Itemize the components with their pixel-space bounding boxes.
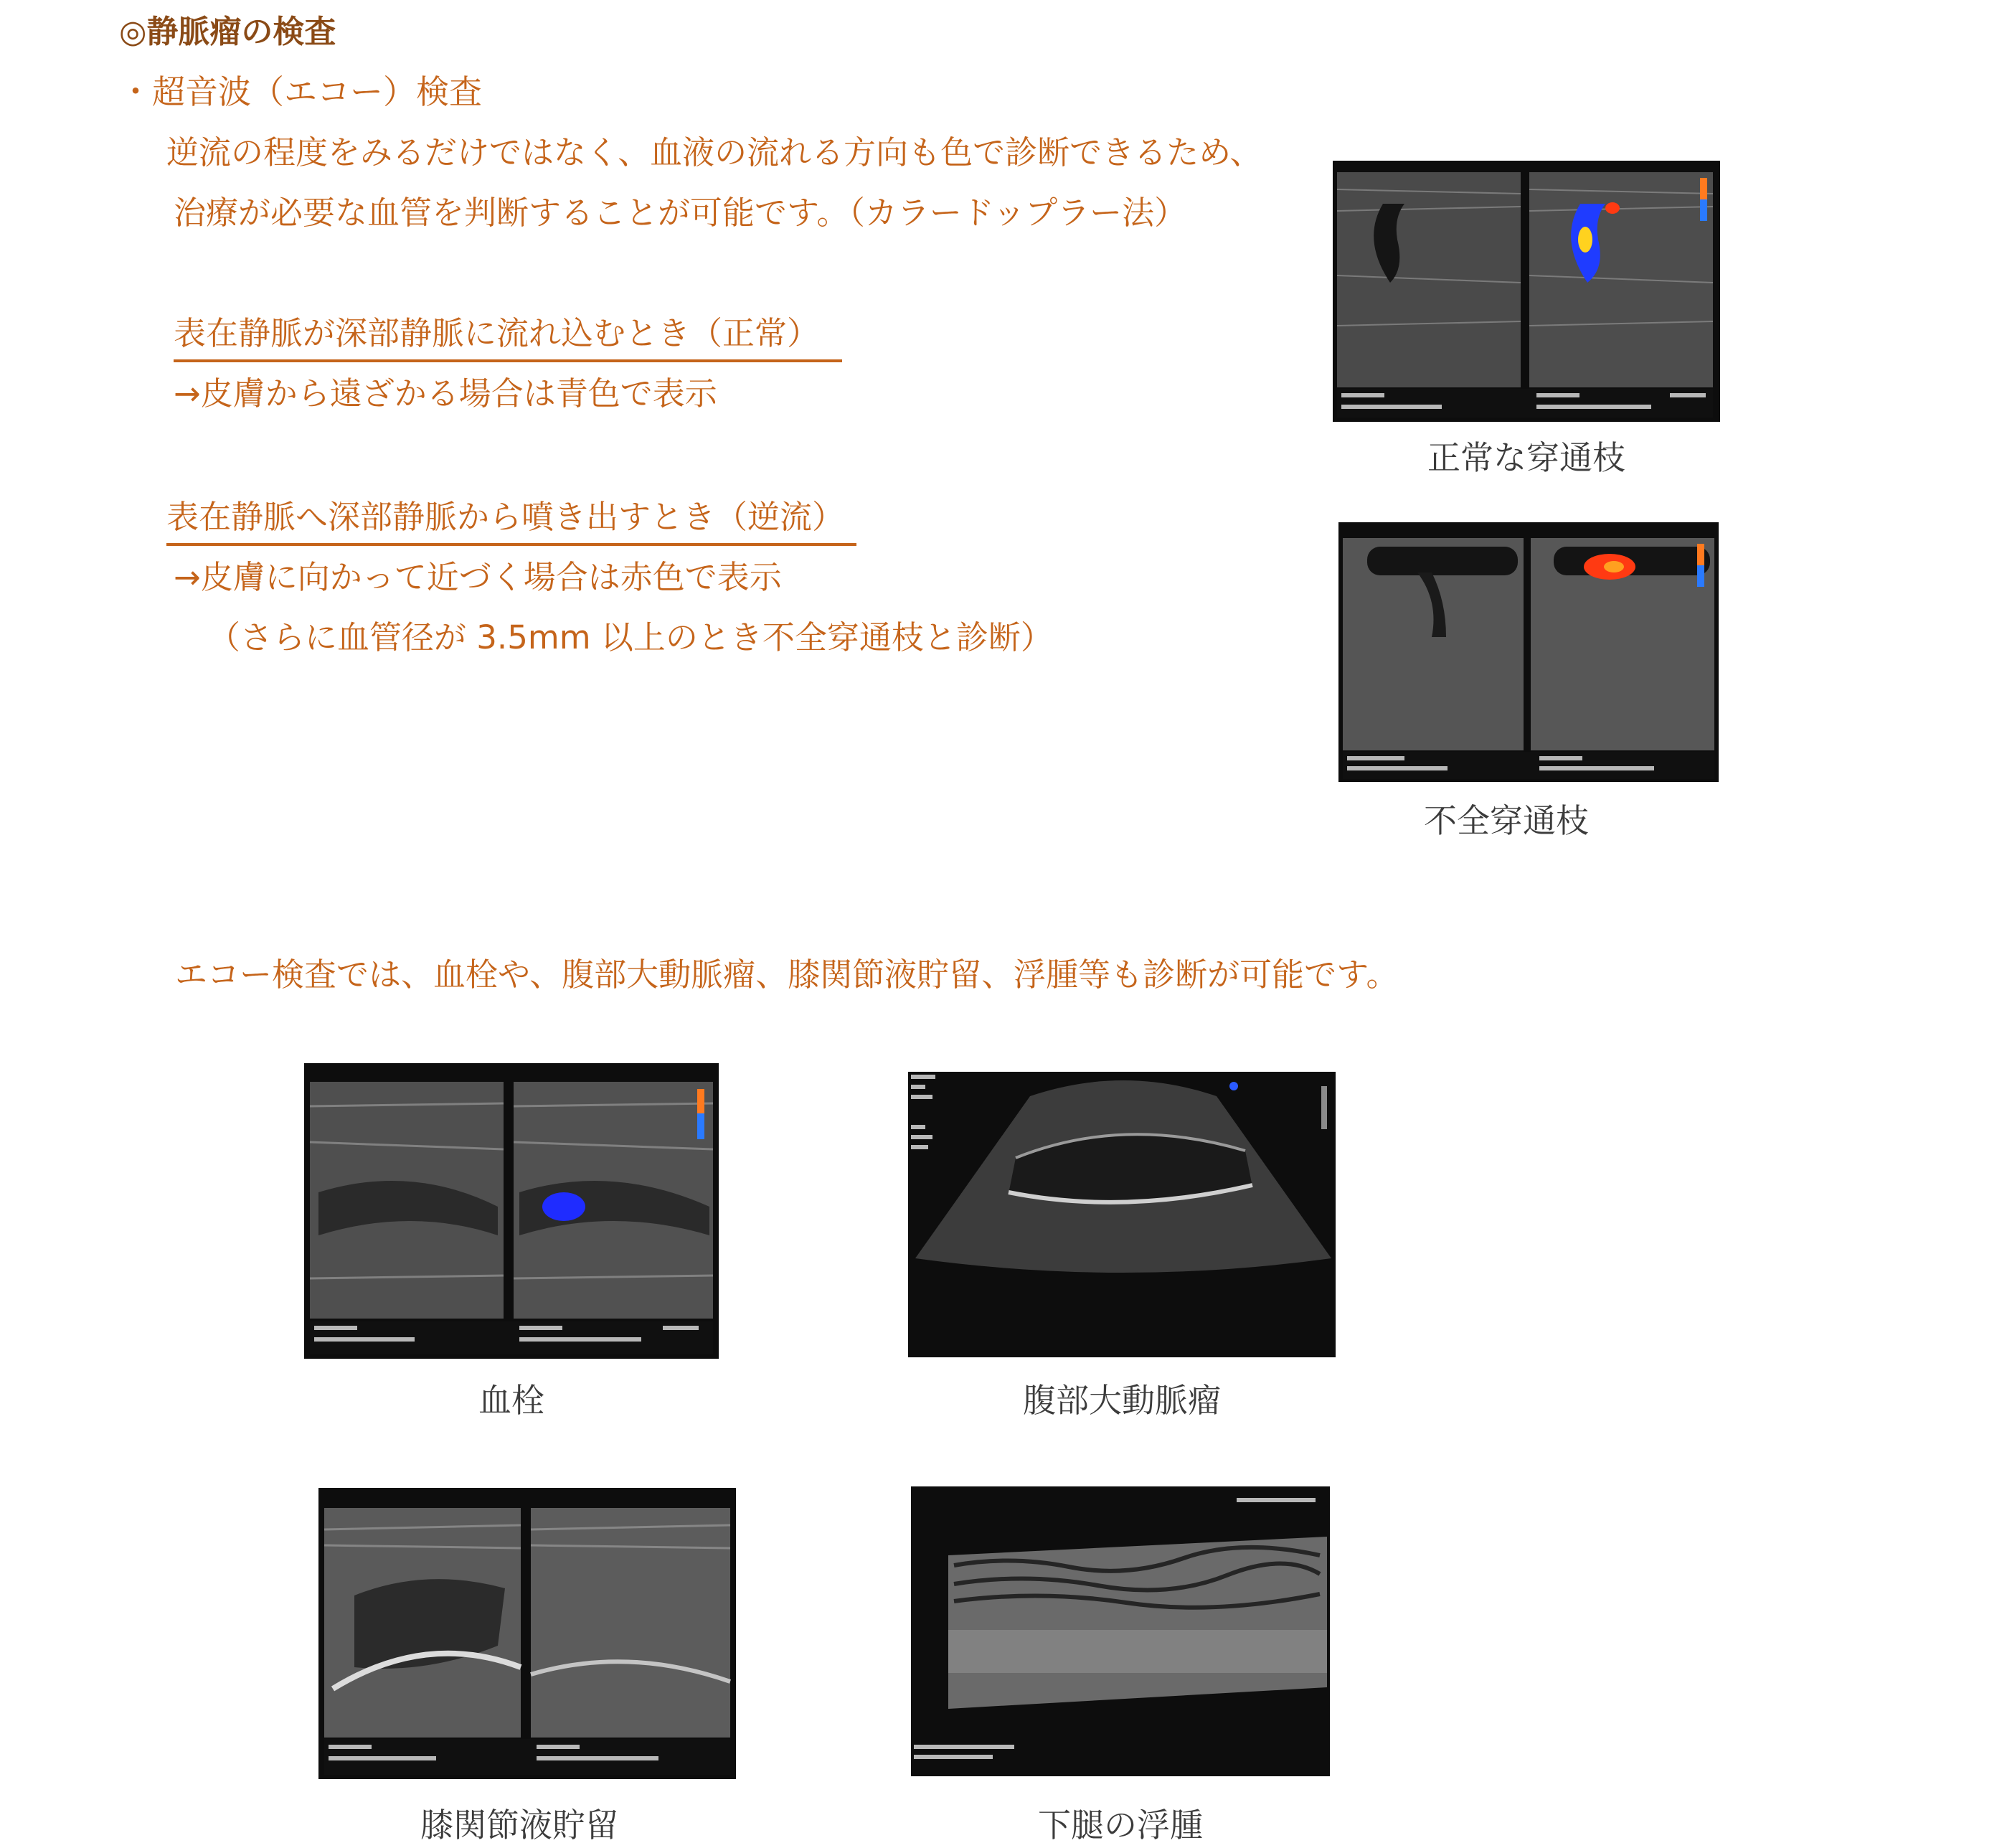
ultrasound-doppler-blue-image (1333, 161, 1720, 422)
ultrasound-aneurysm-image (908, 1072, 1336, 1357)
ultrasound-doppler-red-image (1338, 522, 1719, 782)
ultrasound-knee-image (318, 1488, 736, 1779)
normal-flow-title: 表在静脈が深部静脈に流れ込むとき（正常） (174, 307, 842, 362)
page-title: ◎静脈瘤の検査 (119, 14, 336, 50)
reflux-flow-title: 表在静脈へ深部静脈から噴き出すとき（逆流） (166, 491, 856, 546)
reflux-diagnosis-note: （さらに血管径が 3.5mm 以上のとき不全穿通枝と診断） (208, 618, 1053, 656)
normal-flow-desc: →皮膚から遠ざかる場合は青色で表示 (174, 374, 717, 412)
thrombus-caption: 血栓 (478, 1381, 544, 1420)
ultrasound-thrombus-image (304, 1063, 719, 1359)
ultrasound-edema-image (911, 1486, 1330, 1776)
aortic-aneurysm-caption: 腹部大動脈瘤 (1023, 1381, 1221, 1420)
echo-note: エコー検査では、血栓や、腹部大動脈瘤、膝関節液貯留、浮腫等も診断が可能です。 (175, 956, 1399, 994)
normal-perforator-caption: 正常な穿通枝 (1427, 438, 1625, 477)
intro-line-2: 治療が必要な血管を判断することが可能です。（カラードップラー法） (174, 194, 1187, 232)
leg-edema-caption: 下腿の浮腫 (1038, 1806, 1203, 1844)
section-label: ・超音波（エコー）検査 (119, 72, 482, 111)
reflux-flow-desc: →皮膚に向かって近づく場合は赤色で表示 (174, 558, 782, 596)
incompetent-perforator-caption: 不全穿通枝 (1424, 801, 1589, 840)
knee-effusion-caption: 膝関節液貯留 (420, 1806, 618, 1844)
intro-line-1: 逆流の程度をみるだけではなく、血液の流れる方向も色で診断できるため、 (166, 133, 1262, 171)
